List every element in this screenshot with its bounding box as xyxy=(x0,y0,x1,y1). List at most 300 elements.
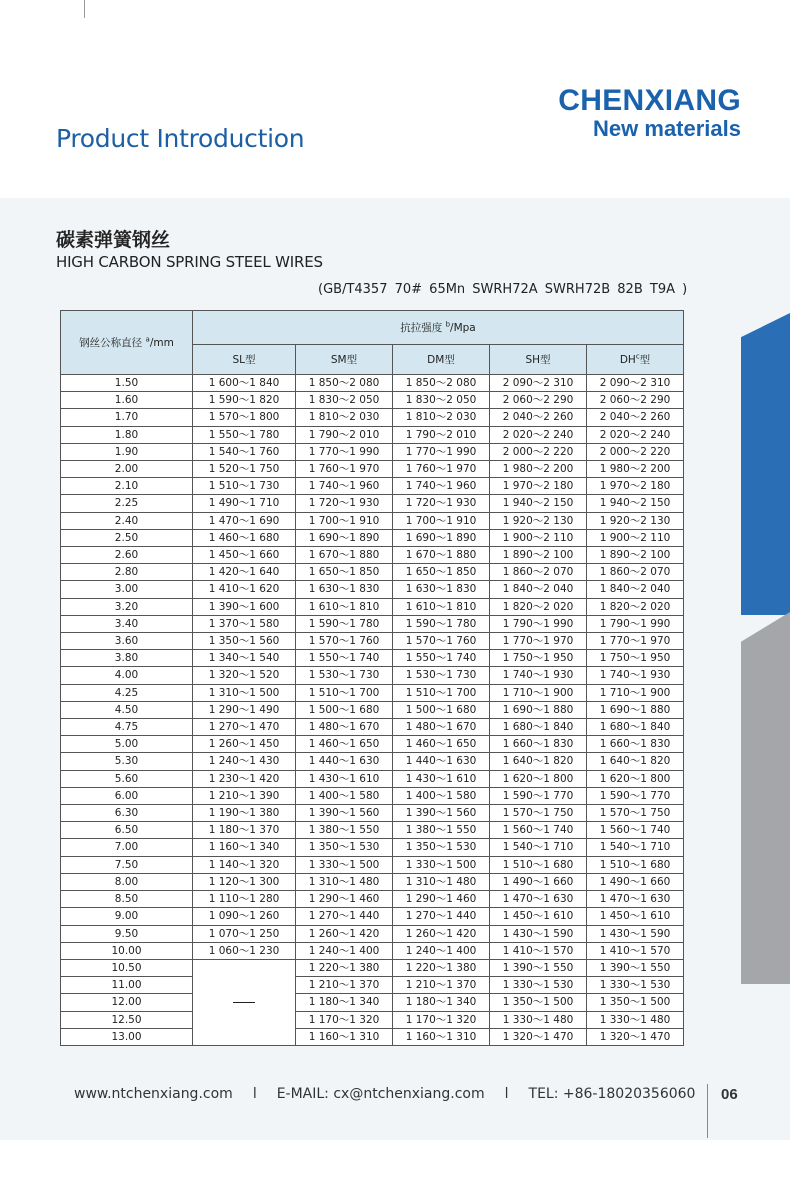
strength-cell: 1 590～1 780 xyxy=(296,615,393,632)
strength-cell: 1 920～2 130 xyxy=(490,512,587,529)
table-row xyxy=(61,598,684,615)
type-label: SM型 xyxy=(330,354,358,366)
diameter-cell: 7.50 xyxy=(61,856,193,873)
strength-cell: 1 550～1 780 xyxy=(193,426,296,443)
strength-cell: 1 220～1 380 xyxy=(296,959,393,976)
strength-cell: 1 390～1 550 xyxy=(587,959,684,976)
strength-cell: 1 690～1 890 xyxy=(296,529,393,546)
diameter-cell: 3.40 xyxy=(61,615,193,632)
strength-cell: 1 120～1 300 xyxy=(193,873,296,890)
table-row xyxy=(61,684,684,701)
diameter-cell: 3.80 xyxy=(61,650,193,667)
strength-cell: 1 510～1 700 xyxy=(393,684,490,701)
table-row xyxy=(61,822,684,839)
table-row xyxy=(61,650,684,667)
diameter-cell: 8.50 xyxy=(61,891,193,908)
strength-cell: 1 440～1 630 xyxy=(296,753,393,770)
strength-cell: 1 510～1 730 xyxy=(193,478,296,495)
strength-cell: 1 890～2 100 xyxy=(490,547,587,564)
strength-cell: 1 690～1 890 xyxy=(393,529,490,546)
diameter-cell: 2.25 xyxy=(61,495,193,512)
strength-cell: 1 690～1 880 xyxy=(587,701,684,718)
strength-cell: 1 860～2 070 xyxy=(587,564,684,581)
strength-cell: 2 020～2 240 xyxy=(587,426,684,443)
spring-wire-table xyxy=(60,310,684,1046)
strength-cell: 1 460～1 650 xyxy=(393,736,490,753)
strength-cell: 1 660～1 830 xyxy=(490,736,587,753)
diameter-cell: 4.25 xyxy=(61,684,193,701)
diameter-cell: 4.00 xyxy=(61,667,193,684)
strength-cell: 1 590～1 770 xyxy=(490,787,587,804)
diameter-cell: 1.90 xyxy=(61,443,193,460)
strength-cell: 1 490～1 660 xyxy=(490,873,587,890)
diameter-cell: 10.50 xyxy=(61,959,193,976)
strength-cell: 1 060～1 230 xyxy=(193,942,296,959)
strength-cell: 1 530～1 730 xyxy=(296,667,393,684)
strength-cell: 1 550～1 740 xyxy=(393,650,490,667)
strength-cell: 1 430～1 610 xyxy=(393,770,490,787)
strength-cell: 1 830～2 050 xyxy=(296,392,393,409)
footer-contact xyxy=(74,1086,695,1102)
strength-cell: 1 970～2 180 xyxy=(587,478,684,495)
strength-cell: 1 740～1 960 xyxy=(296,478,393,495)
strength-cell: 1 850～2 080 xyxy=(296,375,393,392)
strength-cell: 1 470～1 690 xyxy=(193,512,296,529)
type-label: DM型 xyxy=(427,354,455,366)
table-row xyxy=(61,805,684,822)
strength-cell: 1 410～1 570 xyxy=(587,942,684,959)
strength-cell: 1 110～1 280 xyxy=(193,891,296,908)
footer-phone: TEL: +86-18020356060 xyxy=(528,1086,696,1102)
strength-cell: 1 600～1 840 xyxy=(193,375,296,392)
table-row xyxy=(61,495,684,512)
diameter-cell: 7.00 xyxy=(61,839,193,856)
strength-cell: 1 570～1 750 xyxy=(587,805,684,822)
strength-cell: 1 650～1 850 xyxy=(296,564,393,581)
strength-cell: 1 480～1 670 xyxy=(296,719,393,736)
diameter-cell: 5.60 xyxy=(61,770,193,787)
strength-cell: 1 570～1 760 xyxy=(296,633,393,650)
section-title-zh: 碳素弹簧钢丝 xyxy=(56,229,171,251)
type-label: SH型 xyxy=(525,354,551,366)
table-row xyxy=(61,392,684,409)
strength-cell: 1 460～1 650 xyxy=(296,736,393,753)
table-row xyxy=(61,409,684,426)
strength-cell: 1 680～1 840 xyxy=(587,719,684,736)
strength-cell: 1 410～1 620 xyxy=(193,581,296,598)
diameter-cell: 1.80 xyxy=(61,426,193,443)
strength-cell: 1 500～1 680 xyxy=(393,701,490,718)
strength-cell: 1 390～1 560 xyxy=(296,805,393,822)
strength-cell: 1 210～1 390 xyxy=(193,787,296,804)
strength-cell: 1 180～1 340 xyxy=(393,994,490,1011)
table-row xyxy=(61,873,684,890)
strength-cell: 1 760～1 970 xyxy=(393,461,490,478)
strength-cell: 1 320～1 520 xyxy=(193,667,296,684)
strength-cell: 1 640～1 820 xyxy=(490,753,587,770)
strength-cell: 2 040～2 260 xyxy=(490,409,587,426)
strength-cell: 1 090～1 260 xyxy=(193,908,296,925)
brand-tagline: New materials xyxy=(593,116,741,141)
strength-cell: 1 820～2 020 xyxy=(587,598,684,615)
side-accent-gray xyxy=(741,612,790,984)
table-row xyxy=(61,1011,684,1028)
strength-cell: 1 180～1 340 xyxy=(296,994,393,1011)
diameter-cell: 3.60 xyxy=(61,633,193,650)
type-label: SL型 xyxy=(232,354,256,366)
table-row xyxy=(61,529,684,546)
strength-cell: 1 330～1 530 xyxy=(587,977,684,994)
strength-cell: 2 060～2 290 xyxy=(490,392,587,409)
strength-cell: 1 630～1 830 xyxy=(393,581,490,598)
diameter-cell: 5.30 xyxy=(61,753,193,770)
strength-cell: 1 540～1 710 xyxy=(587,839,684,856)
strength-cell: 1 470～1 630 xyxy=(490,891,587,908)
strength-cell: 1 420～1 640 xyxy=(193,564,296,581)
header-diameter xyxy=(61,311,193,375)
strength-cell: 1 350～1 560 xyxy=(193,633,296,650)
strength-cell: 2 000～2 220 xyxy=(490,443,587,460)
strength-cell: 1 370～1 580 xyxy=(193,615,296,632)
strength-cell: 1 270～1 440 xyxy=(393,908,490,925)
table-row xyxy=(61,977,684,994)
strength-cell: 1 260～1 420 xyxy=(393,925,490,942)
strength-cell: 1 190～1 380 xyxy=(193,805,296,822)
strength-cell: 1 170～1 320 xyxy=(393,1011,490,1028)
strength-cell: 2 090～2 310 xyxy=(587,375,684,392)
strength-cell: 1 340～1 540 xyxy=(193,650,296,667)
strength-cell: 1 790～2 010 xyxy=(296,426,393,443)
strength-cell: 1 560～1 740 xyxy=(490,822,587,839)
strength-cell: 1 310～1 480 xyxy=(393,873,490,890)
strength-cell: 1 310～1 500 xyxy=(193,684,296,701)
table-row xyxy=(61,736,684,753)
table-row xyxy=(61,994,684,1011)
strength-cell: 1 320～1 470 xyxy=(490,1028,587,1045)
strength-cell: 1 890～2 100 xyxy=(587,547,684,564)
footer-email[interactable]: E-MAIL: cx@ntchenxiang.com xyxy=(276,1086,485,1102)
table-row xyxy=(61,426,684,443)
table-row xyxy=(61,891,684,908)
strength-cell: 1 070～1 250 xyxy=(193,925,296,942)
footer-divider xyxy=(707,1084,708,1138)
strength-cell: 1 700～1 910 xyxy=(296,512,393,529)
diameter-cell: 6.00 xyxy=(61,787,193,804)
product-intro-heading: Product Introduction xyxy=(56,124,305,153)
strength-cell: 1 860～2 070 xyxy=(490,564,587,581)
strength-cell: 1 500～1 680 xyxy=(296,701,393,718)
strength-cell: 1 400～1 580 xyxy=(393,787,490,804)
strength-cell: 1 290～1 490 xyxy=(193,701,296,718)
dash-mark xyxy=(233,1002,255,1003)
strength-cell: 1 160～1 310 xyxy=(393,1028,490,1045)
strength-cell: 1 230～1 420 xyxy=(193,770,296,787)
diameter-cell: 3.00 xyxy=(61,581,193,598)
strength-cell: 1 560～1 740 xyxy=(587,822,684,839)
strength-cell: 1 510～1 680 xyxy=(490,856,587,873)
strength-cell: 1 840～2 040 xyxy=(587,581,684,598)
brand-name: CHENXIANG xyxy=(558,84,741,117)
strength-cell: 1 790～2 010 xyxy=(393,426,490,443)
strength-cell: 1 430～1 610 xyxy=(296,770,393,787)
table-row xyxy=(61,461,684,478)
standards-line: (GB/T4357 70# 65Mn SWRH72A SWRH72B 82B T9A ) xyxy=(318,282,688,297)
strength-cell: 1 330～1 500 xyxy=(393,856,490,873)
strength-cell: 1 980～2 200 xyxy=(490,461,587,478)
diameter-cell: 9.50 xyxy=(61,925,193,942)
table-row xyxy=(61,753,684,770)
strength-cell: 1 330～1 480 xyxy=(587,1011,684,1028)
diameter-cell: 6.50 xyxy=(61,822,193,839)
strength-cell: 1 260～1 450 xyxy=(193,736,296,753)
strength-cell: 1 750～1 950 xyxy=(587,650,684,667)
table-row xyxy=(61,719,684,736)
strength-cell: 1 390～1 550 xyxy=(490,959,587,976)
strength-cell: 1 740～1 960 xyxy=(393,478,490,495)
strength-cell: 1 290～1 460 xyxy=(296,891,393,908)
crop-mark xyxy=(84,0,85,18)
strength-cell: 1 210～1 370 xyxy=(296,977,393,994)
diameter-cell: 12.00 xyxy=(61,994,193,1011)
strength-cell: 1 680～1 840 xyxy=(490,719,587,736)
strength-cell: 1 770～1 970 xyxy=(490,633,587,650)
strength-cell: 1 570～1 760 xyxy=(393,633,490,650)
type-header xyxy=(193,345,296,375)
diameter-cell: 6.30 xyxy=(61,805,193,822)
table-row xyxy=(61,839,684,856)
table-row xyxy=(61,908,684,925)
strength-cell: 1 240～1 400 xyxy=(393,942,490,959)
diameter-cell: 3.20 xyxy=(61,598,193,615)
strength-cell: 1 330～1 480 xyxy=(490,1011,587,1028)
strength-cell: 1 510～1 700 xyxy=(296,684,393,701)
table-row xyxy=(61,581,684,598)
strength-cell: 1 490～1 710 xyxy=(193,495,296,512)
strength-cell: 1 720～1 930 xyxy=(296,495,393,512)
strength-cell: 1 460～1 680 xyxy=(193,529,296,546)
strength-cell: 1 980～2 200 xyxy=(587,461,684,478)
diameter-cell: 12.50 xyxy=(61,1011,193,1028)
strength-cell: 1 970～2 180 xyxy=(490,478,587,495)
diameter-cell: 4.75 xyxy=(61,719,193,736)
strength-cell: 1 320～1 470 xyxy=(587,1028,684,1045)
table-row xyxy=(61,478,684,495)
strength-cell: 2 020～2 240 xyxy=(490,426,587,443)
strength-cell: 1 220～1 380 xyxy=(393,959,490,976)
table-row xyxy=(61,443,684,460)
strength-cell: 1 400～1 580 xyxy=(296,787,393,804)
diameter-cell: 2.60 xyxy=(61,547,193,564)
section-title-en: HIGH CARBON SPRING STEEL WIRES xyxy=(56,253,323,271)
table-row xyxy=(61,615,684,632)
strength-cell: 1 610～1 810 xyxy=(393,598,490,615)
strength-cell: 1 770～1 970 xyxy=(587,633,684,650)
strength-cell: 1 160～1 340 xyxy=(193,839,296,856)
strength-cell: 1 940～2 150 xyxy=(490,495,587,512)
type-header xyxy=(393,345,490,375)
strength-cell: 1 450～1 610 xyxy=(587,908,684,925)
strength-cell: 1 770～1 990 xyxy=(393,443,490,460)
strength-cell: 1 160～1 310 xyxy=(296,1028,393,1045)
table-row xyxy=(61,547,684,564)
diameter-cell: 2.00 xyxy=(61,461,193,478)
strength-cell: 1 710～1 900 xyxy=(587,684,684,701)
table-row xyxy=(61,770,684,787)
table-row xyxy=(61,959,684,976)
strength-cell: 1 710～1 900 xyxy=(490,684,587,701)
strength-cell: 1 810～2 030 xyxy=(296,409,393,426)
strength-cell: 1 900～2 110 xyxy=(490,529,587,546)
footer-website[interactable]: www.ntchenxiang.com xyxy=(74,1086,233,1102)
strength-cell: 1 430～1 590 xyxy=(490,925,587,942)
strength-cell: 1 510～1 680 xyxy=(587,856,684,873)
strength-cell: 1 540～1 710 xyxy=(490,839,587,856)
strength-cell: 1 520～1 750 xyxy=(193,461,296,478)
strength-cell: 1 290～1 460 xyxy=(393,891,490,908)
table-row xyxy=(61,375,684,392)
strength-cell: 1 350～1 530 xyxy=(296,839,393,856)
diameter-cell: 5.00 xyxy=(61,736,193,753)
strength-cell: 1 740～1 930 xyxy=(490,667,587,684)
table-row xyxy=(61,787,684,804)
strength-cell: 2 090～2 310 xyxy=(490,375,587,392)
strength-cell: 2 060～2 290 xyxy=(587,392,684,409)
strength-cell: 1 660～1 830 xyxy=(587,736,684,753)
strength-cell: 1 720～1 930 xyxy=(393,495,490,512)
strength-cell: 1 270～1 440 xyxy=(296,908,393,925)
strength-cell: 1 590～1 820 xyxy=(193,392,296,409)
strength-cell: 1 330～1 500 xyxy=(296,856,393,873)
strength-cell: 1 670～1 880 xyxy=(296,547,393,564)
strength-cell: 1 670～1 880 xyxy=(393,547,490,564)
strength-cell: 1 830～2 050 xyxy=(393,392,490,409)
strength-cell: 1 820～2 020 xyxy=(490,598,587,615)
diameter-cell: 13.00 xyxy=(61,1028,193,1045)
strength-cell: 1 750～1 950 xyxy=(490,650,587,667)
diameter-cell: 1.70 xyxy=(61,409,193,426)
side-accent-blue xyxy=(741,313,790,615)
strength-cell: 1 270～1 470 xyxy=(193,719,296,736)
diameter-cell: 8.00 xyxy=(61,873,193,890)
type-header xyxy=(587,345,684,375)
strength-cell: 1 810～2 030 xyxy=(393,409,490,426)
not-applicable-cell xyxy=(193,959,296,1045)
type-header xyxy=(296,345,393,375)
strength-cell: 1 210～1 370 xyxy=(393,977,490,994)
strength-cell: 1 410～1 570 xyxy=(490,942,587,959)
strength-cell: 1 650～1 850 xyxy=(393,564,490,581)
strength-cell: 1 570～1 750 xyxy=(490,805,587,822)
header-strength xyxy=(193,311,684,345)
strength-cell: 1 630～1 830 xyxy=(296,581,393,598)
strength-cell: 1 180～1 370 xyxy=(193,822,296,839)
strength-cell: 1 480～1 670 xyxy=(393,719,490,736)
table-row xyxy=(61,856,684,873)
strength-cell: 1 430～1 590 xyxy=(587,925,684,942)
strength-cell: 1 490～1 660 xyxy=(587,873,684,890)
strength-cell: 1 920～2 130 xyxy=(587,512,684,529)
strength-cell: 1 790～1 990 xyxy=(490,615,587,632)
strength-cell: 1 390～1 560 xyxy=(393,805,490,822)
strength-cell: 1 170～1 320 xyxy=(296,1011,393,1028)
diameter-cell: 2.10 xyxy=(61,478,193,495)
table-row xyxy=(61,701,684,718)
strength-cell: 1 140～1 320 xyxy=(193,856,296,873)
strength-cell: 1 620～1 800 xyxy=(490,770,587,787)
page-number: 06 xyxy=(721,1086,738,1103)
diameter-cell: 9.00 xyxy=(61,908,193,925)
table-row xyxy=(61,564,684,581)
table-row xyxy=(61,1028,684,1045)
strength-cell: 1 790～1 990 xyxy=(587,615,684,632)
strength-cell: 1 700～1 910 xyxy=(393,512,490,529)
strength-cell: 1 770～1 990 xyxy=(296,443,393,460)
strength-cell: 1 840～2 040 xyxy=(490,581,587,598)
diameter-cell: 2.40 xyxy=(61,512,193,529)
header-diameter-label: 钢丝公称直径 $^a$/mm xyxy=(79,335,174,349)
strength-cell: 1 350～1 500 xyxy=(490,994,587,1011)
strength-cell: 1 850～2 080 xyxy=(393,375,490,392)
strength-cell: 1 330～1 530 xyxy=(490,977,587,994)
footer-separator: l xyxy=(252,1086,257,1102)
strength-cell: 1 530～1 730 xyxy=(393,667,490,684)
strength-cell: 1 310～1 480 xyxy=(296,873,393,890)
table-row xyxy=(61,925,684,942)
diameter-cell: 2.50 xyxy=(61,529,193,546)
strength-cell: 1 900～2 110 xyxy=(587,529,684,546)
strength-cell: 1 550～1 740 xyxy=(296,650,393,667)
footer-separator: l xyxy=(504,1086,509,1102)
diameter-cell: 1.50 xyxy=(61,375,193,392)
table-row xyxy=(61,667,684,684)
type-label: $DH^c$型 xyxy=(619,352,651,366)
footer-band xyxy=(0,1140,790,1193)
strength-cell: 1 240～1 430 xyxy=(193,753,296,770)
strength-cell: 1 760～1 970 xyxy=(296,461,393,478)
strength-cell: 1 470～1 630 xyxy=(587,891,684,908)
strength-cell: 1 380～1 550 xyxy=(296,822,393,839)
strength-cell: 1 450～1 610 xyxy=(490,908,587,925)
strength-cell: 1 450～1 660 xyxy=(193,547,296,564)
strength-cell: 1 380～1 550 xyxy=(393,822,490,839)
diameter-cell: 10.00 xyxy=(61,942,193,959)
type-header xyxy=(490,345,587,375)
strength-cell: 1 940～2 150 xyxy=(587,495,684,512)
strength-cell: 1 350～1 530 xyxy=(393,839,490,856)
diameter-cell: 2.80 xyxy=(61,564,193,581)
strength-cell: 2 000～2 220 xyxy=(587,443,684,460)
strength-cell: 2 040～2 260 xyxy=(587,409,684,426)
strength-cell: 1 620～1 800 xyxy=(587,770,684,787)
strength-cell: 1 640～1 820 xyxy=(587,753,684,770)
strength-cell: 1 260～1 420 xyxy=(296,925,393,942)
strength-cell: 1 390～1 600 xyxy=(193,598,296,615)
table-row xyxy=(61,942,684,959)
table-row xyxy=(61,512,684,529)
strength-cell: 1 440～1 630 xyxy=(393,753,490,770)
strength-cell: 1 590～1 780 xyxy=(393,615,490,632)
strength-cell: 1 690～1 880 xyxy=(490,701,587,718)
strength-cell: 1 570～1 800 xyxy=(193,409,296,426)
strength-cell: 1 590～1 770 xyxy=(587,787,684,804)
diameter-cell: 4.50 xyxy=(61,701,193,718)
diameter-cell: 11.00 xyxy=(61,977,193,994)
strength-cell: 1 240～1 400 xyxy=(296,942,393,959)
strength-cell: 1 350～1 500 xyxy=(587,994,684,1011)
strength-cell: 1 610～1 810 xyxy=(296,598,393,615)
table-row xyxy=(61,633,684,650)
strength-cell: 1 740～1 930 xyxy=(587,667,684,684)
